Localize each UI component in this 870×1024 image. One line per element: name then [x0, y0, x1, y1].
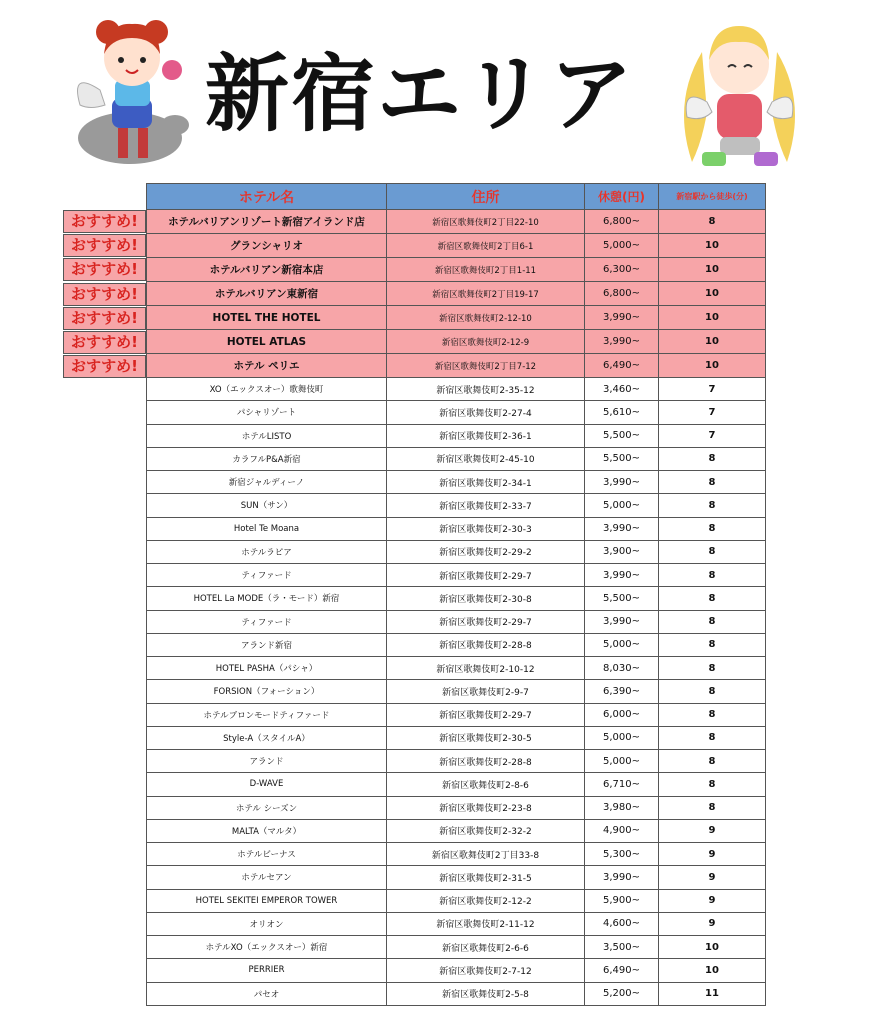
hotel-name-cell: ティファード [147, 564, 387, 587]
walk-time-cell: 9 [659, 819, 766, 842]
recommended-row [147, 330, 766, 354]
address-cell: 新宿区歌舞伎町2-9-7 [387, 680, 585, 703]
hotel-name-cell: アランド [147, 750, 387, 773]
address-cell: 新宿区歌舞伎町2-12-10 [387, 306, 585, 330]
rest-price-cell: 3,990~ [585, 866, 659, 889]
hotel-name-cell: SUN（サン） [147, 494, 387, 517]
rest-price-cell: 3,500~ [585, 936, 659, 959]
rest-price-cell: 3,980~ [585, 796, 659, 819]
recommended-badge: おすすめ! [63, 331, 146, 354]
recommended-badge: おすすめ! [63, 283, 146, 306]
table-row [147, 796, 766, 819]
hotel-name-cell: XO（エックスオー）歌舞伎町 [147, 378, 387, 401]
rest-price-cell: 3,990~ [585, 330, 659, 354]
recommended-row [147, 354, 766, 378]
walk-time-cell: 10 [659, 936, 766, 959]
rest-price-cell: 5,500~ [585, 447, 659, 470]
address-cell: 新宿区歌舞伎町2-30-5 [387, 726, 585, 749]
walk-time-cell: 7 [659, 424, 766, 447]
address-cell: 新宿区歌舞伎町2-32-2 [387, 819, 585, 842]
walk-time-cell: 8 [659, 726, 766, 749]
rest-price-cell: 6,800~ [585, 210, 659, 234]
hotel-name-cell: Style-A（スタイルA） [147, 726, 387, 749]
rest-price-cell: 6,390~ [585, 680, 659, 703]
address-cell: 新宿区歌舞伎町2-29-7 [387, 564, 585, 587]
walk-time-cell: 10 [659, 234, 766, 258]
rest-price-cell: 6,300~ [585, 258, 659, 282]
walk-time-cell: 8 [659, 796, 766, 819]
walk-time-cell: 8 [659, 564, 766, 587]
walk-time-cell: 10 [659, 282, 766, 306]
hotel-name-cell: PERRIER [147, 959, 387, 982]
recommended-badge: おすすめ! [63, 210, 146, 233]
table-row [147, 633, 766, 656]
recommended-row [147, 234, 766, 258]
table-row [147, 726, 766, 749]
walk-time-cell: 10 [659, 354, 766, 378]
table-row [147, 773, 766, 796]
walk-time-cell: 10 [659, 959, 766, 982]
walk-time-cell: 8 [659, 680, 766, 703]
recommended-badges [63, 210, 146, 379]
rest-price-cell: 6,800~ [585, 282, 659, 306]
hotel-name-cell: HOTEL La MODE（ラ・モード）新宿 [147, 587, 387, 610]
address-cell: 新宿区歌舞伎町2-12-2 [387, 889, 585, 912]
rest-price-cell: 5,610~ [585, 401, 659, 424]
header-hotel-name: ホテル名 [147, 184, 387, 210]
table-row [147, 517, 766, 540]
page-title: 新宿エリア [205, 45, 636, 143]
walk-time-cell: 8 [659, 540, 766, 563]
hotel-name-cell: Hotel Te Moana [147, 517, 387, 540]
address-cell: 新宿区歌舞伎町2-10-12 [387, 657, 585, 680]
rest-price-cell: 6,490~ [585, 354, 659, 378]
recommended-row [147, 282, 766, 306]
walk-time-cell: 8 [659, 610, 766, 633]
hotel-name-cell: グランシャリオ [147, 234, 387, 258]
address-cell: 新宿区歌舞伎町2丁目1-11 [387, 258, 585, 282]
hotel-name-cell: ホテルビーナス [147, 843, 387, 866]
address-cell: 新宿区歌舞伎町2丁目19-17 [387, 282, 585, 306]
rest-price-cell: 5,000~ [585, 750, 659, 773]
rest-price-cell: 5,500~ [585, 587, 659, 610]
mascot-girl-right-image [672, 12, 807, 174]
address-cell: 新宿区歌舞伎町2-7-12 [387, 959, 585, 982]
rest-price-cell: 6,710~ [585, 773, 659, 796]
walk-time-cell: 10 [659, 258, 766, 282]
walk-time-cell: 9 [659, 843, 766, 866]
rest-price-cell: 5,900~ [585, 889, 659, 912]
table-row [147, 564, 766, 587]
walk-time-cell: 8 [659, 657, 766, 680]
walk-time-cell: 10 [659, 306, 766, 330]
recommended-badge: おすすめ! [63, 307, 146, 330]
walk-time-cell: 8 [659, 633, 766, 656]
walk-time-cell: 8 [659, 210, 766, 234]
table-row [147, 471, 766, 494]
rest-price-cell: 5,000~ [585, 234, 659, 258]
walk-time-cell: 9 [659, 889, 766, 912]
rest-price-cell: 3,990~ [585, 306, 659, 330]
hotel-name-cell: D-WAVE [147, 773, 387, 796]
recommended-row [147, 306, 766, 330]
address-cell: 新宿区歌舞伎町2-12-9 [387, 330, 585, 354]
table-row [147, 982, 766, 1005]
hotel-name-cell: ホテルLISTO [147, 424, 387, 447]
rest-price-cell: 8,030~ [585, 657, 659, 680]
table-row [147, 843, 766, 866]
hotel-name-cell: ホテルXO（エックスオー）新宿 [147, 936, 387, 959]
recommended-badge: おすすめ! [63, 234, 146, 257]
table-row [147, 447, 766, 470]
walk-time-cell: 7 [659, 401, 766, 424]
hotel-name-cell: 新宿ジャルディーノ [147, 471, 387, 494]
rest-price-cell: 5,500~ [585, 424, 659, 447]
rest-price-cell: 4,900~ [585, 819, 659, 842]
table-row [147, 889, 766, 912]
address-cell: 新宿区歌舞伎町2丁目6-1 [387, 234, 585, 258]
rest-price-cell: 3,990~ [585, 517, 659, 540]
recommended-badge: おすすめ! [63, 355, 146, 378]
hotel-name-cell: ホテルブロンモードティファード [147, 703, 387, 726]
header-walk-time: 新宿駅から徒歩(分) [659, 184, 766, 210]
hotel-name-cell: FORSION（フォーション） [147, 680, 387, 703]
rest-price-cell: 5,000~ [585, 633, 659, 656]
table-row [147, 936, 766, 959]
address-cell: 新宿区歌舞伎町2-29-2 [387, 540, 585, 563]
address-cell: 新宿区歌舞伎町2-34-1 [387, 471, 585, 494]
walk-time-cell: 7 [659, 378, 766, 401]
hotel-name-cell: ホテルバリアン東新宿 [147, 282, 387, 306]
hotel-name-cell: ホテル シーズン [147, 796, 387, 819]
table-row [147, 866, 766, 889]
rest-price-cell: 4,600~ [585, 912, 659, 935]
walk-time-cell: 8 [659, 494, 766, 517]
walk-time-cell: 8 [659, 703, 766, 726]
address-cell: 新宿区歌舞伎町2-8-6 [387, 773, 585, 796]
hotel-name-cell: ホテルラピア [147, 540, 387, 563]
hotel-name-cell: HOTEL ATLAS [147, 330, 387, 354]
table-row [147, 540, 766, 563]
mascot-girl-left-image [60, 10, 200, 175]
hotel-name-cell: ホテルセアン [147, 866, 387, 889]
hotel-name-cell: ホテル ペリエ [147, 354, 387, 378]
address-cell: 新宿区歌舞伎町2-35-12 [387, 378, 585, 401]
rest-price-cell: 5,000~ [585, 726, 659, 749]
address-cell: 新宿区歌舞伎町2-28-8 [387, 750, 585, 773]
hotel-name-cell: オリオン [147, 912, 387, 935]
walk-time-cell: 11 [659, 982, 766, 1005]
rest-price-cell: 3,460~ [585, 378, 659, 401]
address-cell: 新宿区歌舞伎町2-31-5 [387, 866, 585, 889]
walk-time-cell: 8 [659, 517, 766, 540]
table-row [147, 680, 766, 703]
address-cell: 新宿区歌舞伎町2-28-8 [387, 633, 585, 656]
rest-price-cell: 3,990~ [585, 610, 659, 633]
table-row [147, 587, 766, 610]
address-cell: 新宿区歌舞伎町2-27-4 [387, 401, 585, 424]
table-row [147, 378, 766, 401]
hotel-name-cell: アランド新宿 [147, 633, 387, 656]
rest-price-cell: 6,000~ [585, 703, 659, 726]
address-cell: 新宿区歌舞伎町2丁目22-10 [387, 210, 585, 234]
table-row [147, 750, 766, 773]
header-address: 住所 [387, 184, 585, 210]
table-row [147, 401, 766, 424]
hotel-name-cell: ホテルバリアン新宿本店 [147, 258, 387, 282]
address-cell: 新宿区歌舞伎町2-23-8 [387, 796, 585, 819]
hotel-name-cell: パセオ [147, 982, 387, 1005]
header-rest-price: 休憩(円) [585, 184, 659, 210]
address-cell: 新宿区歌舞伎町2-30-3 [387, 517, 585, 540]
address-cell: 新宿区歌舞伎町2-30-8 [387, 587, 585, 610]
table-row [147, 657, 766, 680]
walk-time-cell: 8 [659, 773, 766, 796]
rest-price-cell: 5,000~ [585, 494, 659, 517]
table-row [147, 424, 766, 447]
hotel-name-cell: HOTEL PASHA（パシャ） [147, 657, 387, 680]
address-cell: 新宿区歌舞伎町2丁目33-8 [387, 843, 585, 866]
rest-price-cell: 5,300~ [585, 843, 659, 866]
address-cell: 新宿区歌舞伎町2-29-7 [387, 703, 585, 726]
walk-time-cell: 8 [659, 587, 766, 610]
address-cell: 新宿区歌舞伎町2丁目7-12 [387, 354, 585, 378]
address-cell: 新宿区歌舞伎町2-36-1 [387, 424, 585, 447]
address-cell: 新宿区歌舞伎町2-45-10 [387, 447, 585, 470]
table-row [147, 703, 766, 726]
table-row [147, 494, 766, 517]
table-row [147, 610, 766, 633]
walk-time-cell: 9 [659, 866, 766, 889]
rest-price-cell: 5,200~ [585, 982, 659, 1005]
rest-price-cell: 3,990~ [585, 564, 659, 587]
walk-time-cell: 9 [659, 912, 766, 935]
recommended-row [147, 210, 766, 234]
rest-price-cell: 3,900~ [585, 540, 659, 563]
table-row [147, 819, 766, 842]
walk-time-cell: 10 [659, 330, 766, 354]
hotel-name-cell: パシャリゾート [147, 401, 387, 424]
address-cell: 新宿区歌舞伎町2-5-8 [387, 982, 585, 1005]
address-cell: 新宿区歌舞伎町2-6-6 [387, 936, 585, 959]
rest-price-cell: 3,990~ [585, 471, 659, 494]
walk-time-cell: 8 [659, 471, 766, 494]
recommended-badge: おすすめ! [63, 258, 146, 281]
hotel-name-cell: MALTA（マルタ） [147, 819, 387, 842]
walk-time-cell: 8 [659, 447, 766, 470]
hotel-name-cell: ホテルバリアンリゾート新宿アイランド店 [147, 210, 387, 234]
hotel-name-cell: ティファード [147, 610, 387, 633]
address-cell: 新宿区歌舞伎町2-29-7 [387, 610, 585, 633]
table-row [147, 959, 766, 982]
hotel-table [146, 183, 766, 1006]
walk-time-cell: 8 [659, 750, 766, 773]
rest-price-cell: 6,490~ [585, 959, 659, 982]
hotel-name-cell: カラフルP&A新宿 [147, 447, 387, 470]
hotel-name-cell: HOTEL SEKITEI EMPEROR TOWER [147, 889, 387, 912]
address-cell: 新宿区歌舞伎町2-33-7 [387, 494, 585, 517]
table-row [147, 912, 766, 935]
table-header-row [147, 184, 766, 210]
address-cell: 新宿区歌舞伎町2-11-12 [387, 912, 585, 935]
hotel-name-cell: HOTEL THE HOTEL [147, 306, 387, 330]
recommended-row [147, 258, 766, 282]
